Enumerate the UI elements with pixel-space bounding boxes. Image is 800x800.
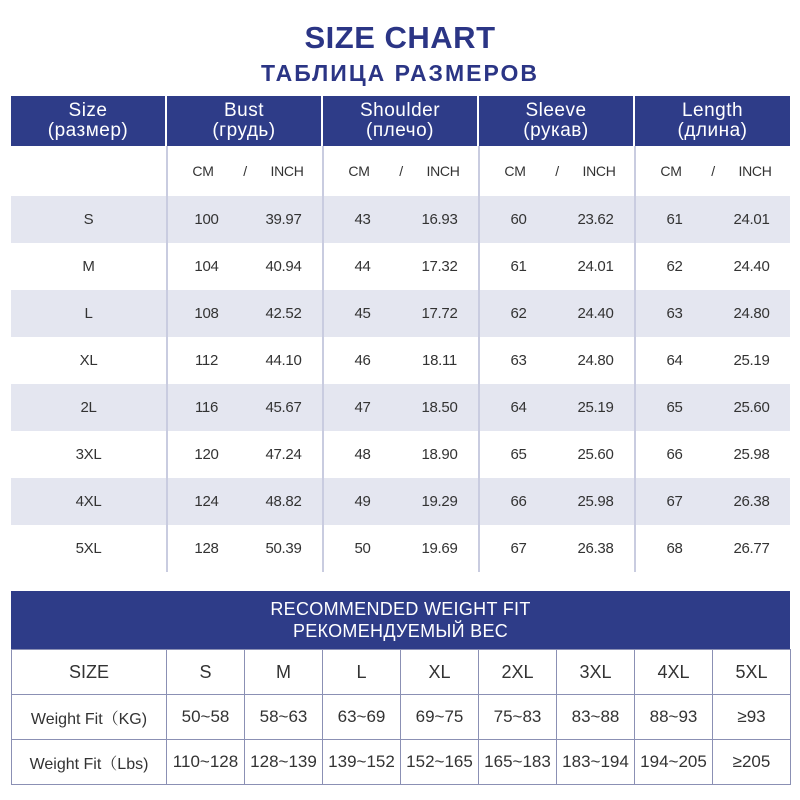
- shoulder-cm: 47: [354, 399, 371, 416]
- bust-inch: 50.39: [265, 540, 302, 557]
- weight-fit-title: RECOMMENDED WEIGHT FIT РЕКОМЕНДУЕМЫЙ ВЕС: [11, 591, 790, 649]
- table-row: [11, 290, 790, 337]
- sleeve-cell: [478, 431, 634, 478]
- sleeve-cell: [478, 384, 634, 431]
- bust-inch: 39.97: [265, 211, 302, 228]
- shoulder-cm: 50: [354, 540, 371, 557]
- sleeve-cm: 64: [510, 399, 527, 416]
- shoulder-cm: 48: [354, 446, 371, 463]
- bust-inch: 44.10: [265, 352, 302, 369]
- length-cell: [634, 384, 790, 431]
- weight-cell: 183~194: [557, 740, 635, 785]
- header-length: Length (длина): [634, 96, 790, 146]
- sleeve-cm: 67: [510, 540, 527, 557]
- bust-cm: 116: [194, 399, 218, 416]
- length-cell: [634, 431, 790, 478]
- length-inch: 24.01: [733, 211, 770, 228]
- shoulder-cell: [322, 290, 478, 337]
- weight-lbs-row: [12, 740, 791, 785]
- table-row: [11, 243, 790, 290]
- shoulder-inch: 17.72: [421, 305, 458, 322]
- sleeve-inch: 25.60: [577, 446, 614, 463]
- weight-cell: ≥205: [713, 740, 791, 785]
- size-table: [11, 96, 790, 572]
- shoulder-inch: 17.32: [421, 258, 458, 275]
- shoulder-inch: 18.90: [421, 446, 458, 463]
- weight-cell: 139~152: [323, 740, 401, 785]
- bust-cm: 108: [194, 305, 219, 322]
- shoulder-inch: 16.93: [421, 211, 458, 228]
- weight-cell: 128~139: [245, 740, 323, 785]
- header-sleeve: Sleeve (рукав): [478, 96, 634, 146]
- header-shoulder: Shoulder (плечо): [322, 96, 478, 146]
- table-row: [11, 525, 790, 572]
- title-en: SIZE CHART: [304, 20, 496, 55]
- bust-cm: 128: [194, 540, 219, 557]
- length-cm: 62: [666, 258, 683, 275]
- sleeve-inch: 25.98: [577, 493, 614, 510]
- weight-size-row: [12, 650, 791, 695]
- length-cm: 64: [666, 352, 683, 369]
- length-cell: [634, 243, 790, 290]
- bust-cell: [166, 337, 322, 384]
- weight-cell: 165~183: [479, 740, 557, 785]
- length-inch: 25.98: [733, 446, 770, 463]
- weight-cell: 50~58: [167, 695, 245, 740]
- table-row: [11, 478, 790, 525]
- shoulder-cm: 45: [354, 305, 371, 322]
- shoulder-cm: 46: [354, 352, 371, 369]
- table-row: [11, 384, 790, 431]
- length-inch: 26.38: [733, 493, 770, 510]
- size-cell: L: [11, 290, 166, 337]
- shoulder-inch: 18.11: [422, 352, 457, 369]
- title-ru: ТАБЛИЦА РАЗМЕРОВ: [260, 60, 539, 86]
- weight-cell: 4XL: [635, 650, 713, 695]
- header-bust: Bust (грудь): [166, 96, 322, 146]
- weight-cell: XL: [401, 650, 479, 695]
- header-size: Size (размер): [11, 96, 166, 146]
- weight-cell: M: [245, 650, 323, 695]
- weight-cell: ≥93: [713, 695, 791, 740]
- bust-cm: 100: [194, 211, 219, 228]
- weight-kg-row: [12, 695, 791, 740]
- weight-cell: 2XL: [479, 650, 557, 695]
- bust-cell: [166, 243, 322, 290]
- length-cm: 61: [666, 211, 683, 228]
- sleeve-inch: 23.62: [577, 211, 614, 228]
- sleeve-cell: [478, 337, 634, 384]
- length-cell: [634, 478, 790, 525]
- sleeve-inch: 24.80: [577, 352, 614, 369]
- shoulder-inch: 18.50: [421, 399, 458, 416]
- weight-cell: L: [323, 650, 401, 695]
- bust-cm: 120: [194, 446, 219, 463]
- table-row: [11, 431, 790, 478]
- bust-inch: 42.52: [265, 305, 302, 322]
- sleeve-inch: 25.19: [577, 399, 614, 416]
- size-cell: 5XL: [75, 540, 102, 557]
- units-size-cell: [11, 146, 166, 196]
- length-cm: 65: [666, 399, 683, 416]
- weight-cell: 75~83: [479, 695, 557, 740]
- length-cell: [634, 525, 790, 572]
- size-cell: 4XL: [11, 478, 166, 525]
- length-inch: 24.40: [733, 258, 770, 275]
- size-cell: XL: [79, 352, 98, 369]
- shoulder-cm: 49: [354, 493, 371, 510]
- weight-cell: 152~165: [401, 740, 479, 785]
- table-row: [11, 337, 790, 384]
- bust-inch: 45.67: [265, 399, 302, 416]
- weight-cell: 3XL: [557, 650, 635, 695]
- bust-cm: 104: [194, 258, 219, 275]
- weight-cell: 110~128: [167, 740, 245, 785]
- sleeve-cm: 66: [510, 493, 527, 510]
- weight-cell: 69~75: [401, 695, 479, 740]
- sleeve-cm: 61: [510, 258, 527, 275]
- units-shoulder: CM / INCH: [322, 146, 478, 196]
- length-inch: 26.77: [733, 540, 770, 557]
- bust-cell: [166, 525, 322, 572]
- size-cell: M: [82, 258, 95, 275]
- weight-cell: 88~93: [635, 695, 713, 740]
- weight-cell: 5XL: [713, 650, 791, 695]
- sleeve-cm: 63: [510, 352, 527, 369]
- bust-cm: 112: [194, 352, 218, 369]
- shoulder-cell: [322, 525, 478, 572]
- sleeve-cell: [478, 196, 634, 243]
- size-table-body: [11, 146, 790, 572]
- length-inch: 24.80: [733, 305, 770, 322]
- row-label: SIZE: [12, 650, 167, 695]
- units-length: CM / INCH: [634, 146, 790, 196]
- weight-cell: S: [167, 650, 245, 695]
- length-cell: [634, 337, 790, 384]
- shoulder-cell: [322, 431, 478, 478]
- units-row: [11, 146, 790, 196]
- sleeve-cm: 62: [510, 305, 527, 322]
- bust-cell: [166, 196, 322, 243]
- weight-fit-table: [11, 649, 791, 785]
- length-cm: 66: [666, 446, 683, 463]
- bust-cell: [166, 478, 322, 525]
- shoulder-cell: [322, 337, 478, 384]
- weight-cell: 63~69: [323, 695, 401, 740]
- size-table-header: [11, 96, 790, 146]
- shoulder-cell: [322, 243, 478, 290]
- bust-inch: 47.24: [265, 446, 302, 463]
- weight-cell: 83~88: [557, 695, 635, 740]
- sleeve-inch: 26.38: [577, 540, 614, 557]
- sleeve-cell: [478, 478, 634, 525]
- units-bust: CM / INCH: [166, 146, 322, 196]
- row-label: Weight Fit（Lbs): [12, 740, 167, 785]
- shoulder-inch: 19.69: [421, 540, 458, 557]
- weight-cell: 194~205: [635, 740, 713, 785]
- shoulder-cm: 44: [354, 258, 371, 275]
- shoulder-cell: [322, 196, 478, 243]
- sleeve-cell: [478, 290, 634, 337]
- table-row: [11, 196, 790, 243]
- length-cm: 68: [666, 540, 683, 557]
- size-cell: 2L: [11, 384, 166, 431]
- shoulder-inch: 19.29: [421, 493, 458, 510]
- sleeve-inch: 24.01: [577, 258, 614, 275]
- length-cell: [634, 290, 790, 337]
- bust-inch: 40.94: [265, 258, 302, 275]
- sleeve-inch: 24.40: [577, 305, 614, 322]
- weight-fit-body: [12, 650, 791, 785]
- size-cell: S: [11, 196, 166, 243]
- length-cm: 67: [666, 493, 683, 510]
- row-label: Weight Fit（KG): [12, 695, 167, 740]
- length-inch: 25.19: [733, 352, 770, 369]
- units-sleeve: CM / INCH: [478, 146, 634, 196]
- weight-cell: 58~63: [245, 695, 323, 740]
- length-cell: [634, 196, 790, 243]
- bust-cm: 124: [194, 493, 219, 510]
- bust-cell: [166, 431, 322, 478]
- sleeve-cm: 65: [510, 446, 527, 463]
- sleeve-cell: [478, 243, 634, 290]
- shoulder-cell: [322, 478, 478, 525]
- bust-cell: [166, 290, 322, 337]
- length-inch: 25.60: [733, 399, 770, 416]
- sleeve-cm: 60: [510, 211, 527, 228]
- bust-cell: [166, 384, 322, 431]
- sleeve-cell: [478, 525, 634, 572]
- length-cm: 63: [666, 305, 683, 322]
- shoulder-cm: 43: [354, 211, 371, 228]
- bust-inch: 48.82: [265, 493, 302, 510]
- size-cell: 3XL: [75, 446, 102, 463]
- shoulder-cell: [322, 384, 478, 431]
